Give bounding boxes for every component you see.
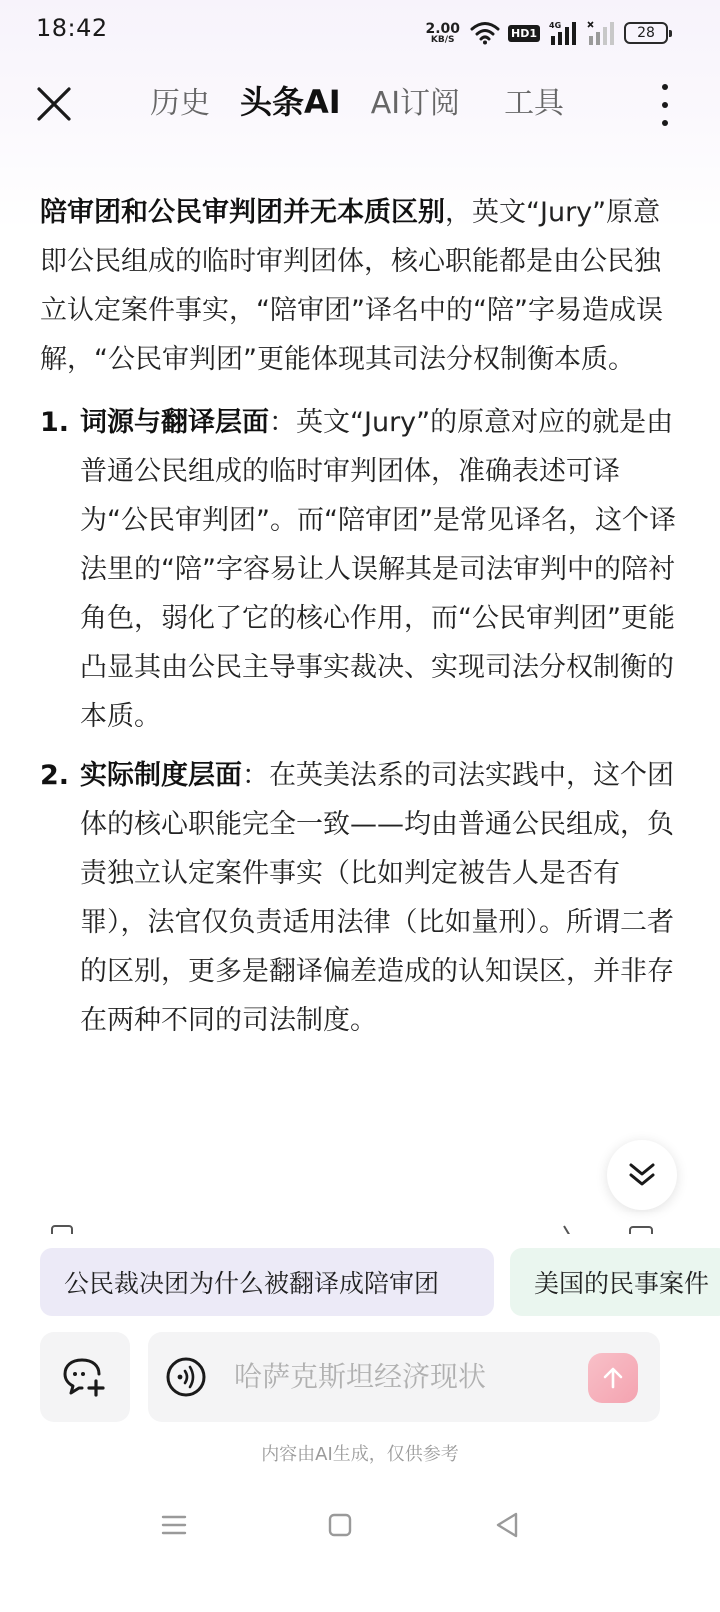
- more-dot-icon: [662, 84, 668, 90]
- chat-input[interactable]: [148, 1332, 660, 1422]
- menu-nav-button[interactable]: [157, 1508, 191, 1542]
- suggestion-chip[interactable]: 美国的民事案件: [510, 1248, 720, 1316]
- more-dot-icon: [662, 120, 668, 126]
- arrow-up-icon: [600, 1365, 626, 1391]
- home-nav-button[interactable]: [323, 1508, 357, 1542]
- ai-disclaimer: 内容由AI生成，仅供参考: [261, 1444, 459, 1465]
- list-item-number: 2.: [40, 760, 70, 791]
- menu-icon: [157, 1508, 191, 1542]
- list-item: [40, 751, 680, 1045]
- new-chat-icon: [62, 1356, 108, 1398]
- list-item-number: 1.: [40, 407, 70, 438]
- home-square-icon: [323, 1508, 357, 1542]
- answer-summary: [40, 188, 680, 384]
- tab-ai-subscription[interactable]: AI订阅: [370, 86, 461, 121]
- answer-summary-bold: 陪审团和公民审判团并无本质区别: [40, 197, 445, 228]
- like-icon[interactable]: [552, 1224, 576, 1234]
- suggestion-chip[interactable]: 公民裁决团为什么被翻译成陪审团: [40, 1248, 494, 1316]
- network-speed-value: 2.00: [425, 20, 460, 37]
- hd-badge: HD1: [508, 25, 540, 42]
- list-item-text: ：英文“Jury”的原意对应的就是由普通公民组成的临时审判团体，准确表述可译为“公民审判团”。而“陪审团”是常见译名，这个译法里的“陪”字容易让人误解其是司法审判中的陪衬角色，弱化了它的核心作用，而“公民审判团”更能凸显其由公民主导事实裁决、实现司法分权制衡的本质。: [80, 407, 676, 732]
- tab-tools[interactable]: 工具: [504, 86, 565, 121]
- content-fade: [0, 1212, 720, 1234]
- more-dot-icon: [662, 102, 668, 108]
- network-speed: [425, 22, 460, 45]
- tab-bar: [150, 78, 596, 128]
- list-item-text: ：在英美法系的司法实践中，这个团体的核心职能完全一致——均由普通公民组成，负责独立认定案件事实（比如判定被告人是否有罪），法官仅负责适用法律（比如量刑）。所谓二者的区别，更多是翻译偏差造成的认知误区，并非存在两种不同的司法制度。: [80, 760, 674, 1036]
- scroll-to-bottom-button[interactable]: [607, 1140, 677, 1210]
- network-speed-unit: KB/S: [430, 34, 455, 45]
- back-nav-button[interactable]: [490, 1508, 524, 1542]
- close-icon: [36, 86, 72, 122]
- status-time: 18:42: [36, 14, 108, 42]
- suggestion-chips: [40, 1248, 720, 1316]
- list-item-title: 词源与翻译层面: [80, 407, 269, 438]
- share-icon[interactable]: [626, 1224, 656, 1234]
- more-options-button[interactable]: [650, 80, 680, 130]
- tab-history[interactable]: 历史: [150, 86, 210, 121]
- back-triangle-icon: [490, 1508, 524, 1542]
- system-navigation-bar: [0, 1500, 720, 1550]
- wifi-icon: [470, 21, 500, 45]
- top-navigation: [0, 64, 720, 144]
- tab-toutiao-ai[interactable]: 头条AI: [240, 83, 341, 121]
- ai-answer: [40, 188, 680, 1055]
- answer-summary-text: ，英文“Jury”原意即公民组成的临时审判团体，核心职能都是由公民独立认定案件事实，“陪审团”译名中的“陪”字易造成误解，“公民审判团”更能体现其司法分权制衡本质。: [40, 197, 663, 375]
- battery-indicator: 28: [624, 22, 668, 44]
- double-chevron-down-icon: [627, 1160, 657, 1190]
- copy-icon[interactable]: [50, 1224, 76, 1234]
- list-item: [40, 398, 680, 741]
- signal-4g-icon: [548, 20, 578, 46]
- new-chat-button[interactable]: [40, 1332, 130, 1422]
- answer-points: [40, 398, 680, 1045]
- send-button[interactable]: [588, 1353, 638, 1403]
- status-indicators: [425, 16, 668, 50]
- input-placeholder: 哈萨克斯坦经济现状: [234, 1360, 487, 1393]
- signal-secondary-icon: [586, 20, 616, 46]
- close-button[interactable]: [30, 80, 78, 128]
- list-item-title: 实际制度层面: [80, 760, 242, 791]
- voice-input-icon[interactable]: [166, 1357, 206, 1397]
- status-bar: [0, 0, 720, 64]
- signal-4g-label: 4G: [549, 21, 562, 30]
